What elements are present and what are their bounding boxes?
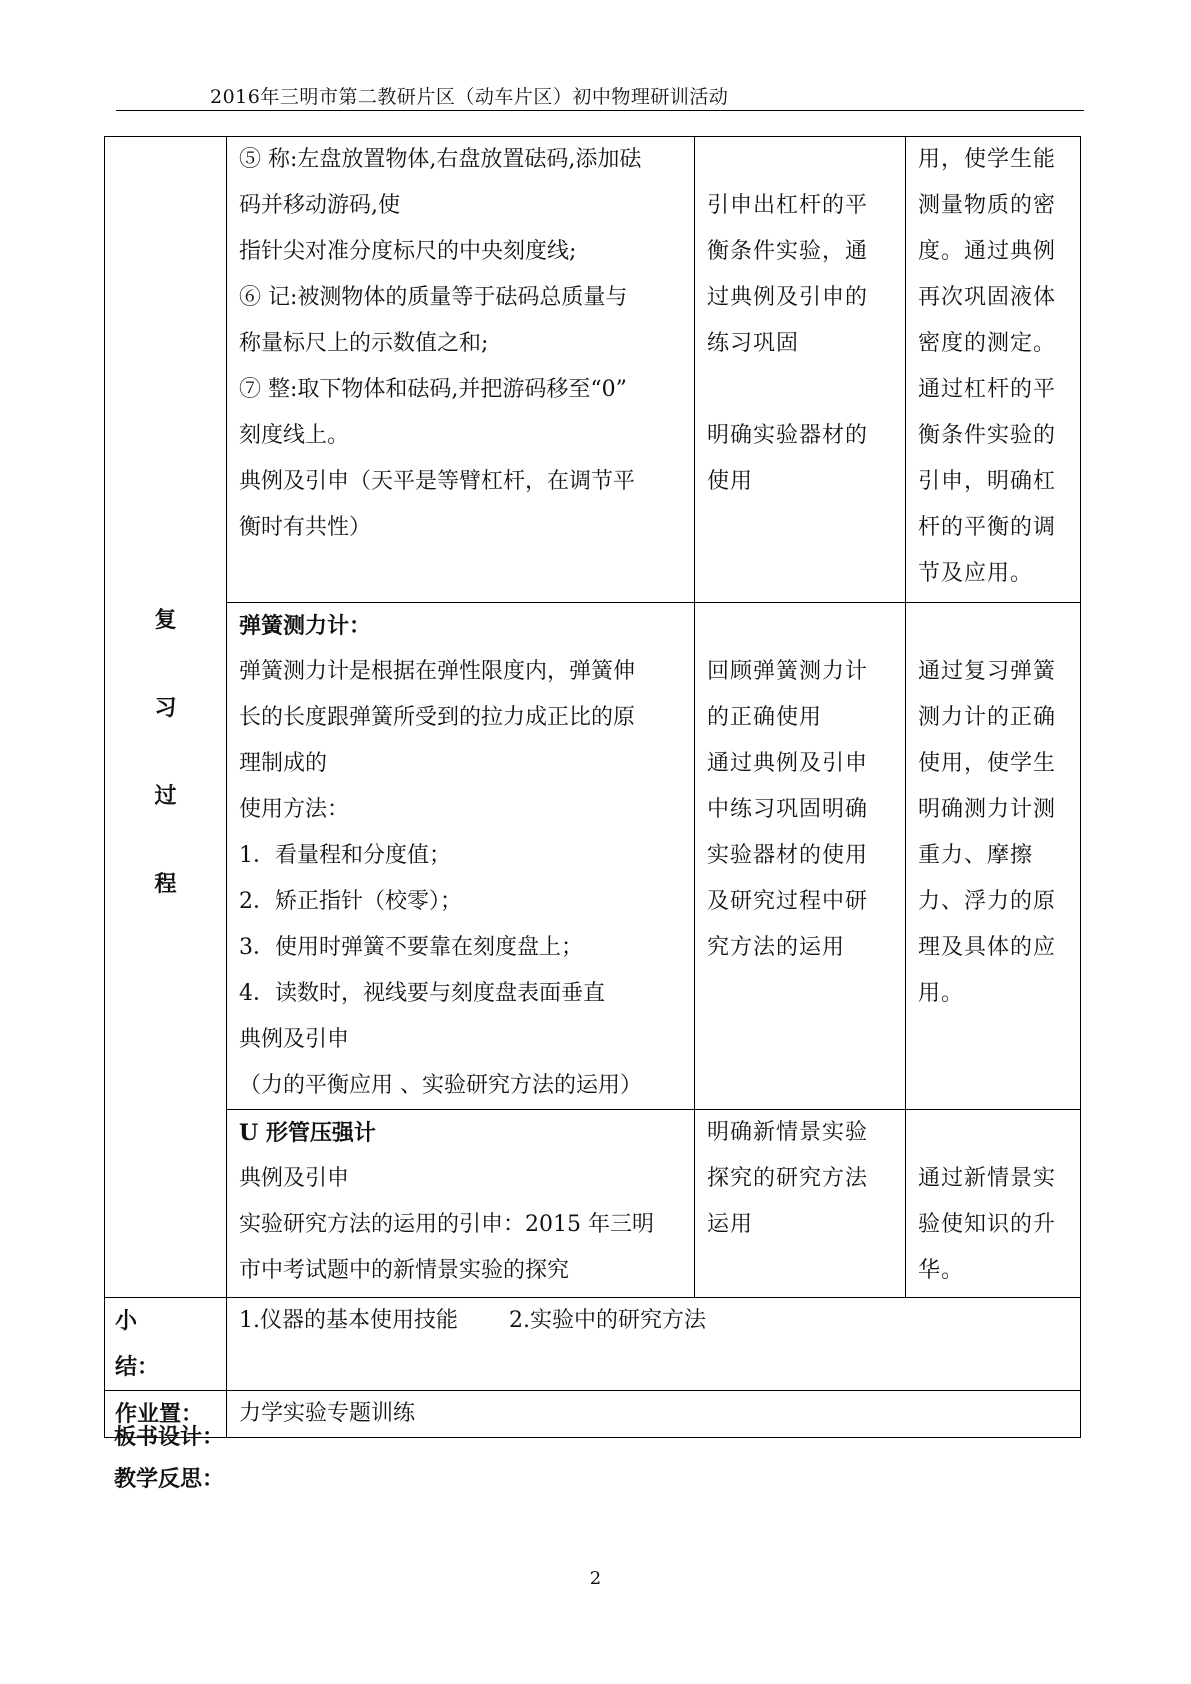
- method-line: 通过典例及引申: [707, 751, 869, 776]
- intent-line: 杆的平衡的调: [918, 515, 1057, 540]
- content-line: ⑦ 整:取下物体和砝码,并把游码移至“0”: [239, 377, 627, 402]
- summary-label-line: 结：: [115, 1354, 160, 1380]
- content-line: 称量标尺上的示数值之和;: [239, 331, 489, 356]
- page-number: 2: [589, 1568, 602, 1589]
- content-line: 4．读数时，视线要与刻度盘表面垂直: [239, 981, 605, 1006]
- content-line: （力的平衡应用 、实验研究方法的运用）: [239, 1073, 642, 1098]
- intent-line: 用。: [918, 981, 965, 1006]
- content-line: ⑤ 称:左盘放置物体,右盘放置砝码,添加砝: [239, 147, 642, 172]
- content-line: 刻度线上。: [239, 423, 350, 448]
- intent-line: 测量物质的密: [918, 193, 1057, 218]
- content-line: 使用方法：: [239, 797, 350, 822]
- intent-line: 通过新情景实: [918, 1166, 1057, 1191]
- method-line: 的正确使用: [707, 705, 823, 730]
- method-line: [707, 603, 897, 649]
- content-line: 弹簧测力计是根据在弹性限度内，弹簧伸: [239, 659, 636, 684]
- intent-line: [918, 1110, 1072, 1156]
- method-line: 明确实验器材的: [707, 423, 869, 448]
- homework-text-cell: [227, 1391, 1081, 1438]
- content-line: 3．使用时弹簧不要靠在刻度盘上；: [239, 935, 583, 960]
- method-line: [707, 137, 897, 183]
- method-line: 探究的研究方法: [707, 1166, 869, 1191]
- content-line: ⑥ 记:被测物体的质量等于砝码总质量与: [239, 285, 628, 310]
- intent-line: 测力计的正确: [918, 705, 1057, 730]
- content-line: 典例及引申（天平是等臂杠杆，在调节平: [239, 469, 636, 494]
- intent-line: 密度的测定。: [918, 331, 1057, 356]
- intent-line: 用，使学生能: [918, 147, 1057, 172]
- content-line: 长的长度跟弹簧所受到的拉力成正比的原: [239, 705, 636, 730]
- summary-label-line: 小: [115, 1308, 138, 1334]
- summary-label-cell: [105, 1298, 227, 1391]
- method-line: 回顾弹簧测力计: [707, 659, 869, 684]
- page-header-title: 2016年三明市第二教研片区（动车片区）初中物理研训活动: [210, 86, 729, 108]
- section-label-review-process: [105, 137, 227, 1298]
- intent-line: 度。通过典例: [918, 239, 1057, 264]
- content-cell: [227, 137, 695, 603]
- table-row-summary: [105, 1298, 1081, 1391]
- content-cell: [227, 1110, 695, 1298]
- method-line: 究方法的运用: [707, 935, 846, 960]
- method-line: 运用: [707, 1212, 754, 1237]
- homework-label: 作业置：: [115, 1401, 204, 1427]
- content-line: 实验研究方法的运用的引申：2015 年三明: [239, 1212, 654, 1237]
- reflection-label: 教学反思：: [114, 1466, 225, 1492]
- intent-line: 使用，使学生: [918, 751, 1057, 776]
- content-line: 2．矫正指针（校零）；: [239, 889, 462, 914]
- method-cell: [695, 1110, 906, 1298]
- intent-line: 通过复习弹簧: [918, 659, 1057, 684]
- intent-line: 衡条件实验的: [918, 423, 1057, 448]
- lesson-plan-table: [104, 136, 1081, 1438]
- section-label-char: 过: [154, 783, 177, 809]
- content-line: 典例及引申: [239, 1027, 350, 1052]
- content-line: 理制成的: [239, 751, 328, 776]
- table-row-balance: [105, 137, 1081, 603]
- homework-text: 力学实验专题训练: [239, 1401, 416, 1426]
- content-title: 弹簧测力计：: [239, 613, 372, 639]
- method-line: 练习巩固: [707, 331, 800, 356]
- intent-cell: [906, 137, 1081, 603]
- method-line: 中练习巩固明确: [707, 797, 869, 822]
- intent-line: 重力、摩擦: [918, 843, 1034, 868]
- intent-line: 引申，明确杠: [918, 469, 1057, 494]
- content-line: 衡时有共性）: [239, 515, 372, 540]
- content-line: 1．看量程和分度值；: [239, 843, 451, 868]
- content-title: U 形管压强计: [239, 1120, 376, 1146]
- summary-text: 1.仪器的基本使用技能 2.实验中的研究方法: [239, 1308, 706, 1333]
- method-line: 衡条件实验，通: [707, 239, 869, 264]
- intent-cell: [906, 1110, 1081, 1298]
- content-line: 市中考试题中的新情景实验的探究: [239, 1258, 570, 1283]
- content-line: 指针尖对准分度标尺的中央刻度线;: [239, 239, 577, 264]
- content-cell: [227, 603, 695, 1110]
- method-line: 及研究过程中研: [707, 889, 869, 914]
- intent-line: 通过杠杆的平: [918, 377, 1057, 402]
- section-label-char: 习: [154, 695, 177, 721]
- header-rule: [116, 110, 1084, 111]
- intent-line: 节及应用。: [918, 561, 1034, 586]
- intent-line: 力、浮力的原: [918, 889, 1057, 914]
- table-row-homework: [105, 1391, 1081, 1438]
- method-line: 实验器材的使用: [707, 843, 869, 868]
- method-line: 使用: [707, 469, 754, 494]
- intent-line: 明确测力计测: [918, 797, 1057, 822]
- method-cell: [695, 137, 906, 603]
- section-label-char: 程: [154, 871, 177, 897]
- method-line: 过典例及引申的: [707, 285, 869, 310]
- content-line: 码并移动游码,使: [239, 193, 400, 218]
- method-line: 明确新情景实验: [707, 1120, 869, 1145]
- section-label-char: 复: [154, 607, 177, 633]
- intent-cell: [906, 603, 1081, 1110]
- table-row-u-tube: [105, 1110, 1081, 1298]
- intent-line: 华。: [918, 1258, 965, 1283]
- method-cell: [695, 603, 906, 1110]
- intent-line: 理及具体的应: [918, 935, 1057, 960]
- method-line: [707, 367, 897, 413]
- table-row-spring-scale: [105, 603, 1081, 1110]
- content-line: 典例及引申: [239, 1166, 350, 1191]
- intent-line: [918, 603, 1072, 649]
- board-design-label: 板书设计：: [114, 1424, 225, 1450]
- method-line: 引申出杠杆的平: [707, 193, 869, 218]
- intent-line: 验使知识的升: [918, 1212, 1057, 1237]
- summary-text-cell: [227, 1298, 1081, 1391]
- intent-line: 再次巩固液体: [918, 285, 1057, 310]
